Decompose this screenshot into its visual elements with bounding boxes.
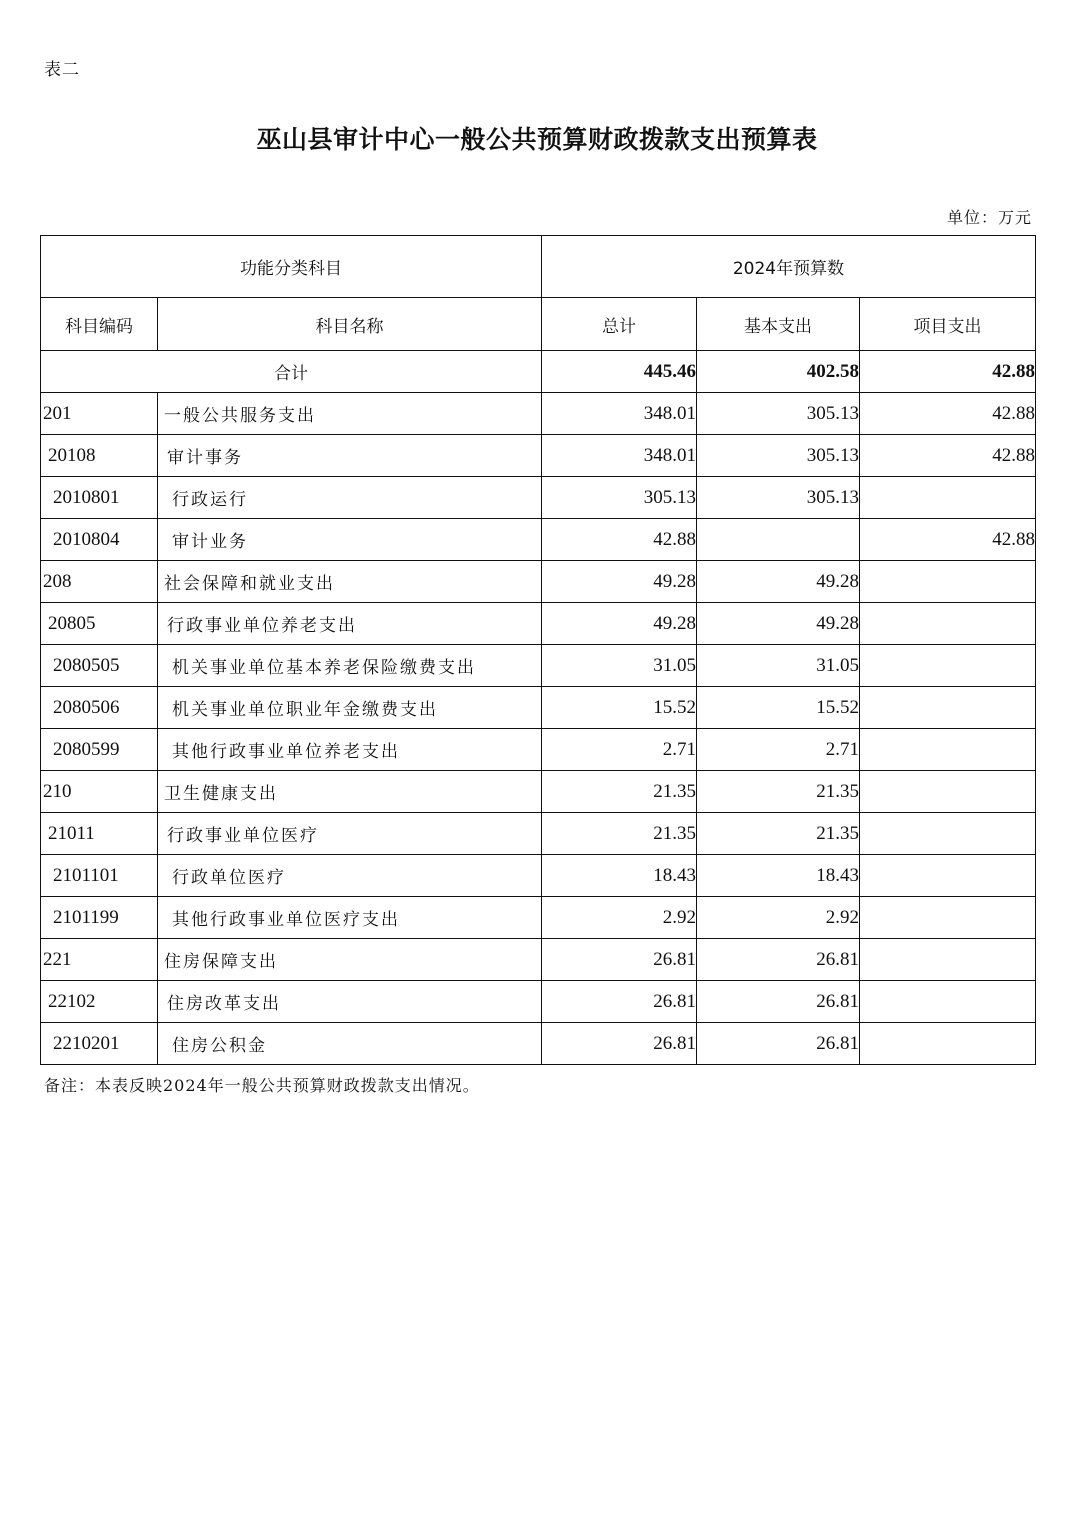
table-row [41, 603, 1036, 645]
row-project [860, 729, 1036, 771]
row-basic: 26.81 [697, 939, 860, 981]
row-name: 卫生健康支出 [158, 771, 542, 813]
row-name: 其他行政事业单位医疗支出 [158, 897, 542, 939]
header-row-1 [41, 236, 1036, 298]
row-name: 一般公共服务支出 [158, 393, 542, 435]
header-budget-year: 2024年预算数 [542, 236, 1036, 298]
sheet-label: 表二 [44, 60, 80, 80]
row-name: 住房改革支出 [158, 981, 542, 1023]
header-name: 科目名称 [158, 298, 542, 351]
row-code: 2080505 [41, 645, 158, 687]
row-total: 26.81 [542, 939, 697, 981]
row-project [860, 561, 1036, 603]
table-row [41, 1023, 1036, 1065]
row-code: 2210201 [41, 1023, 158, 1065]
row-basic: 49.28 [697, 603, 860, 645]
row-name: 社会保障和就业支出 [158, 561, 542, 603]
row-basic: 305.13 [697, 435, 860, 477]
budget-table [40, 235, 1036, 1065]
row-code: 221 [41, 939, 158, 981]
header-func-class: 功能分类科目 [41, 236, 542, 298]
row-project [860, 813, 1036, 855]
row-project [860, 981, 1036, 1023]
table-row [41, 729, 1036, 771]
row-code: 21011 [41, 813, 158, 855]
header-total: 总计 [542, 298, 697, 351]
table-row [41, 939, 1036, 981]
table-row [41, 645, 1036, 687]
row-basic: 49.28 [697, 561, 860, 603]
row-project [860, 897, 1036, 939]
row-total: 305.13 [542, 477, 697, 519]
table-row [41, 393, 1036, 435]
row-basic: 21.35 [697, 813, 860, 855]
table-row [41, 435, 1036, 477]
table-row [41, 771, 1036, 813]
row-name: 机关事业单位基本养老保险缴费支出 [158, 645, 542, 687]
row-code: 20108 [41, 435, 158, 477]
table-row [41, 855, 1036, 897]
row-total: 15.52 [542, 687, 697, 729]
table-row [41, 897, 1036, 939]
row-basic: 18.43 [697, 855, 860, 897]
row-code: 2101199 [41, 897, 158, 939]
row-basic: 305.13 [697, 477, 860, 519]
row-total: 31.05 [542, 645, 697, 687]
row-basic: 305.13 [697, 393, 860, 435]
row-name: 机关事业单位职业年金缴费支出 [158, 687, 542, 729]
row-code: 2101101 [41, 855, 158, 897]
row-project [860, 645, 1036, 687]
row-code: 2010801 [41, 477, 158, 519]
total-basic: 402.58 [697, 351, 860, 393]
row-basic: 26.81 [697, 981, 860, 1023]
footnote: 备注：本表反映2024年一般公共预算财政拨款支出情况。 [44, 1076, 480, 1095]
row-project [860, 855, 1036, 897]
row-basic: 21.35 [697, 771, 860, 813]
row-basic [697, 519, 860, 561]
row-basic: 2.71 [697, 729, 860, 771]
table-row [41, 981, 1036, 1023]
row-project [860, 603, 1036, 645]
row-total: 348.01 [542, 435, 697, 477]
row-project [860, 477, 1036, 519]
row-total: 21.35 [542, 771, 697, 813]
table-row [41, 687, 1036, 729]
row-project [860, 771, 1036, 813]
row-project [860, 939, 1036, 981]
budget-table-body [41, 236, 1036, 1065]
row-code: 210 [41, 771, 158, 813]
row-name: 审计事务 [158, 435, 542, 477]
header-code: 科目编码 [41, 298, 158, 351]
row-code: 2080506 [41, 687, 158, 729]
row-code: 201 [41, 393, 158, 435]
table-row [41, 477, 1036, 519]
table-row [41, 813, 1036, 855]
row-total: 2.92 [542, 897, 697, 939]
row-name: 住房保障支出 [158, 939, 542, 981]
row-name: 行政单位医疗 [158, 855, 542, 897]
total-total: 445.46 [542, 351, 697, 393]
header-basic: 基本支出 [697, 298, 860, 351]
row-total: 348.01 [542, 393, 697, 435]
row-project [860, 687, 1036, 729]
row-project [860, 1023, 1036, 1065]
row-total: 26.81 [542, 981, 697, 1023]
row-code: 20805 [41, 603, 158, 645]
row-name: 行政事业单位医疗 [158, 813, 542, 855]
row-project: 42.88 [860, 519, 1036, 561]
row-total: 2.71 [542, 729, 697, 771]
table-row [41, 519, 1036, 561]
row-code: 2080599 [41, 729, 158, 771]
row-name: 行政运行 [158, 477, 542, 519]
page-title: 巫山县审计中心一般公共预算财政拨款支出预算表 [256, 125, 818, 154]
row-project: 42.88 [860, 393, 1036, 435]
row-basic: 15.52 [697, 687, 860, 729]
row-basic: 2.92 [697, 897, 860, 939]
total-project: 42.88 [860, 351, 1036, 393]
row-code: 2010804 [41, 519, 158, 561]
row-name: 住房公积金 [158, 1023, 542, 1065]
header-project: 项目支出 [860, 298, 1036, 351]
total-label: 合计 [41, 351, 542, 393]
row-code: 208 [41, 561, 158, 603]
row-name: 行政事业单位养老支出 [158, 603, 542, 645]
row-project: 42.88 [860, 435, 1036, 477]
unit-label: 单位：万元 [946, 208, 1032, 227]
row-name: 其他行政事业单位养老支出 [158, 729, 542, 771]
row-total: 26.81 [542, 1023, 697, 1065]
row-name: 审计业务 [158, 519, 542, 561]
table-row [41, 561, 1036, 603]
row-total: 18.43 [542, 855, 697, 897]
row-code: 22102 [41, 981, 158, 1023]
row-basic: 26.81 [697, 1023, 860, 1065]
row-basic: 31.05 [697, 645, 860, 687]
row-total: 21.35 [542, 813, 697, 855]
header-row-2 [41, 298, 1036, 351]
row-total: 42.88 [542, 519, 697, 561]
row-total: 49.28 [542, 561, 697, 603]
total-row [41, 351, 1036, 393]
row-total: 49.28 [542, 603, 697, 645]
